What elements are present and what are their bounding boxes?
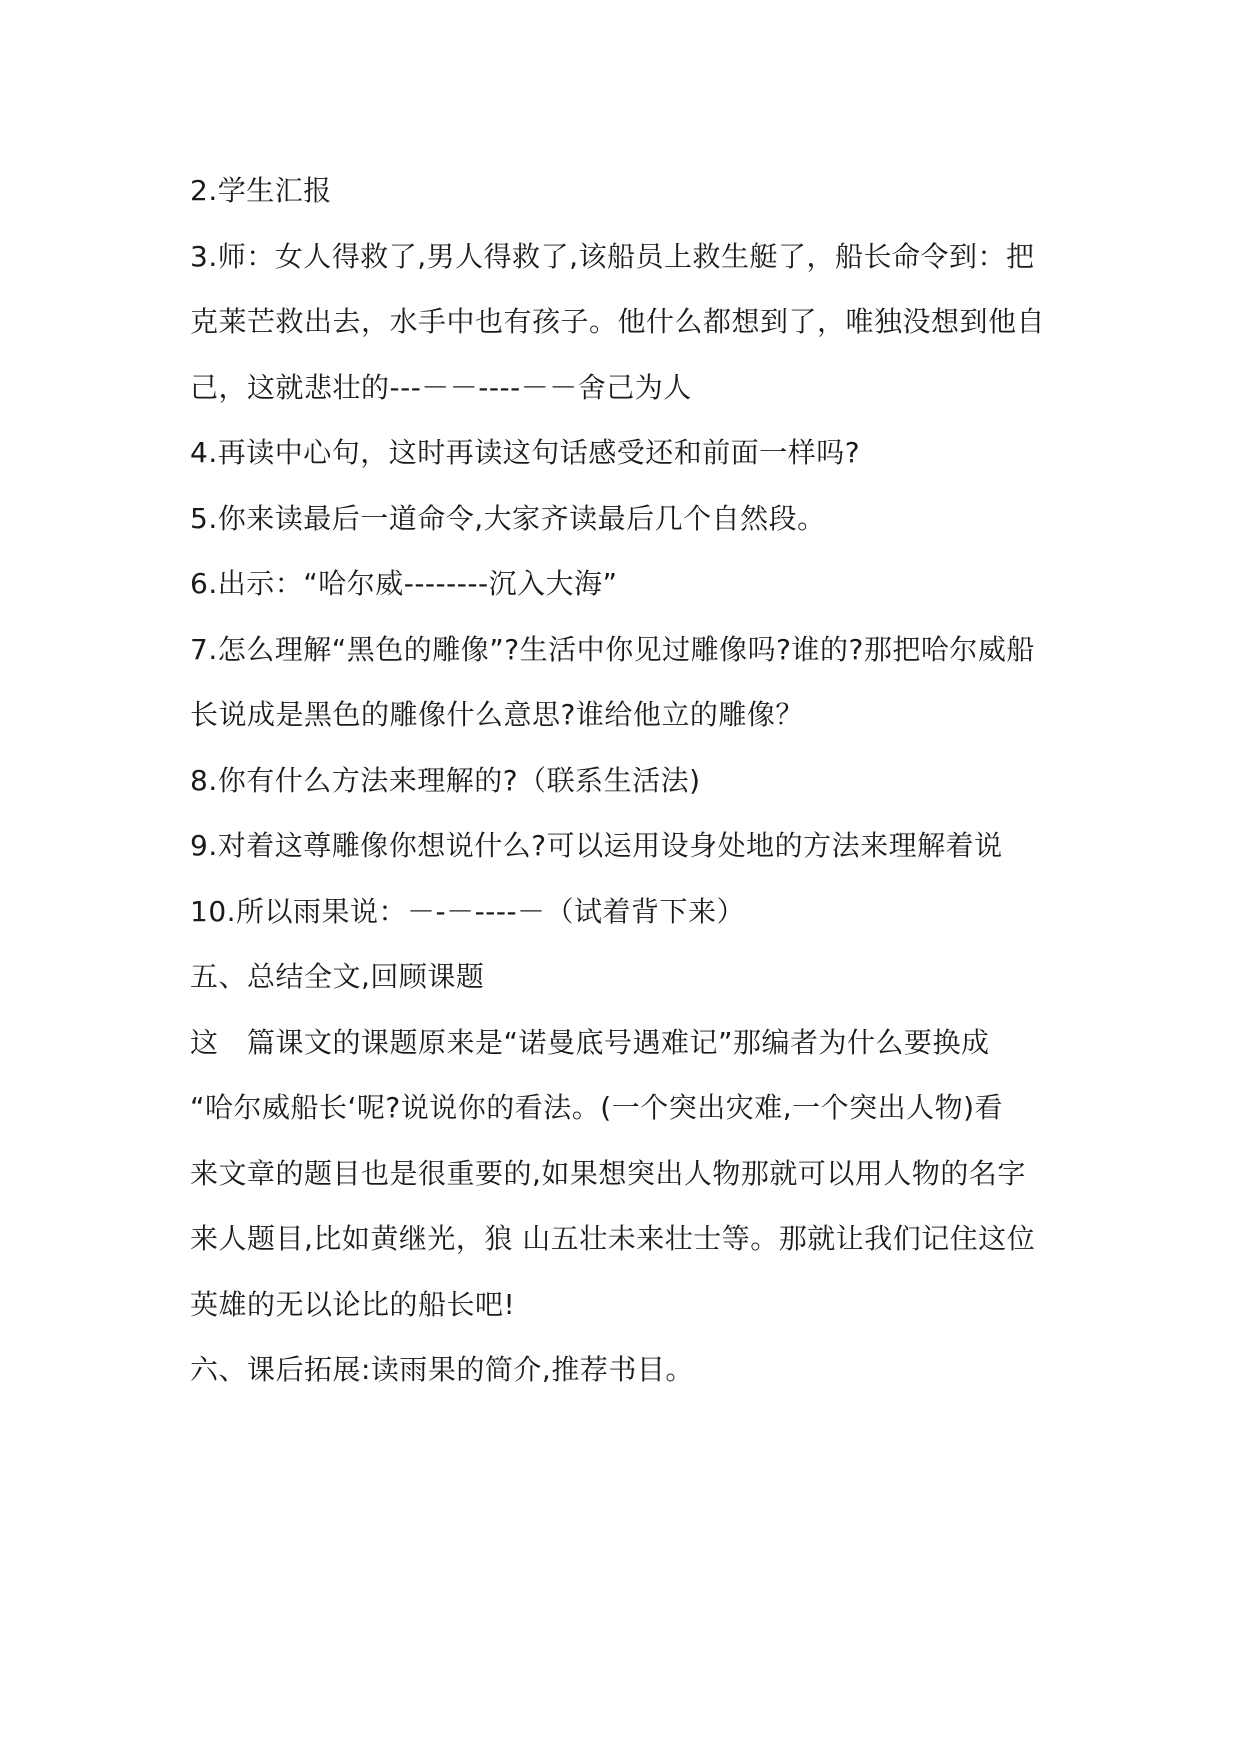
text-line-3: 克莱芒救出去，水手中也有孩子。他什么都想到了，唯独没想到他自 [190, 305, 1046, 338]
text-line-7: 6.出示：“哈尔威--------沉入大海” [190, 567, 618, 600]
text-line-1: 2.学生汇报 [190, 174, 332, 207]
text-line-14: 这 篇课文的课题原来是“诺曼底号遇难记”那编者为什么要换成 [190, 1025, 990, 1059]
section-heading-5: 五、总结全文,回顾课题 [190, 960, 485, 993]
text-line-12: 10.所以雨果说：－-－----－（试着背下来） [190, 894, 746, 928]
text-line-18: 英雄的无以论比的船长吧! [190, 1287, 516, 1321]
section-heading-6: 六、课后拓展:读雨果的简介,推荐书目。 [190, 1353, 694, 1386]
text-line-17: 来人题目,比如黄继光，狼 山五壮未来壮士等。那就让我们记住这位 [190, 1222, 1036, 1255]
text-line-11: 9.对着这尊雕像你想说什么?可以运用设身处地的方法来理解着说 [190, 829, 1003, 862]
text-line-2: 3.师：女人得救了,男人得救了,该船员上救生艇了，船长命令到：把 [190, 239, 1035, 273]
document-body [190, 158, 1070, 1403]
text-line-6: 5.你来读最后一道命令,大家齐读最后几个自然段。 [190, 501, 826, 535]
text-line-16: 来文章的题目也是很重要的,如果想突出人物那就可以用人物的名字 [190, 1156, 1026, 1190]
text-line-4: 己，这就悲壮的---－－----－－舍己为人 [190, 370, 692, 404]
text-line-5: 4.再读中心句，这时再读这句话感受还和前面一样吗? [190, 436, 861, 469]
text-line-8: 7.怎么理解“黑色的雕像”?生活中你见过雕像吗?谁的?那把哈尔威船 [190, 632, 1035, 666]
text-line-10: 8.你有什么方法来理解的?（联系生活法) [190, 763, 701, 797]
text-line-15: “哈尔威船长‘呢?说说你的看法。(一个突出灾难,一个突出人物)看 [190, 1091, 1004, 1124]
text-line-9: 长说成是黑色的雕像什么意思?谁给他立的雕像？ [190, 698, 804, 731]
